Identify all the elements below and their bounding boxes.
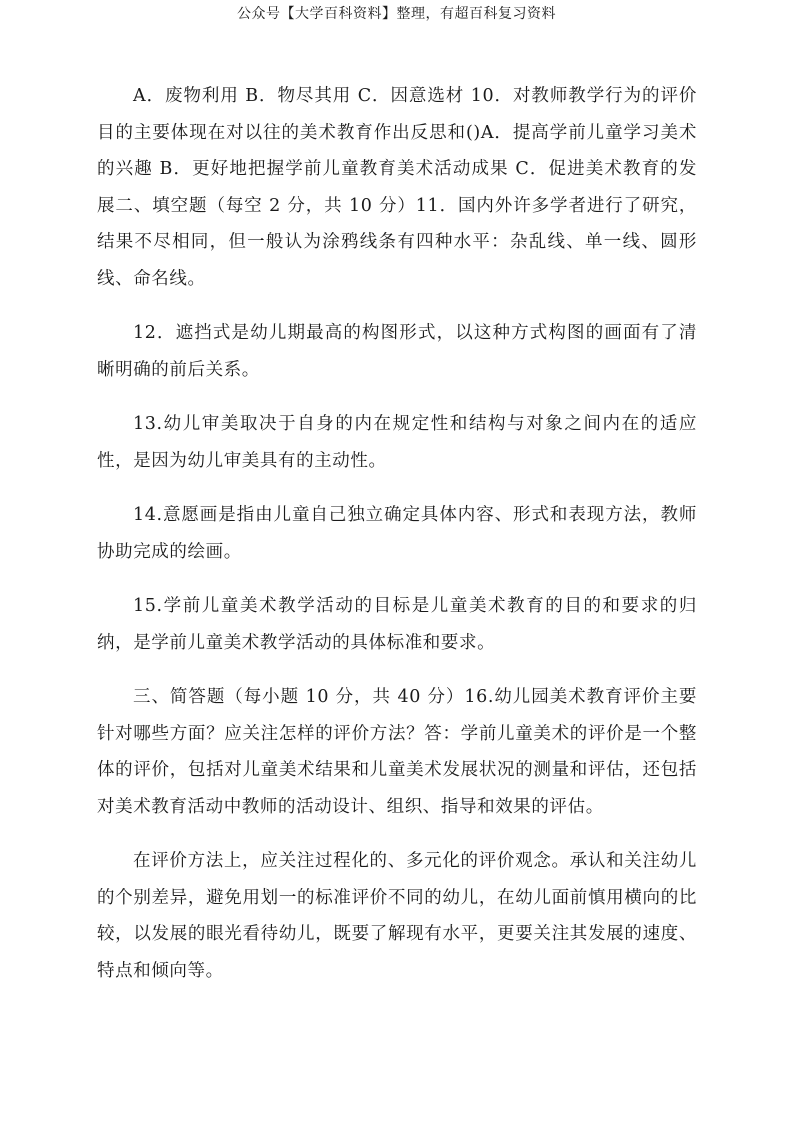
page-header: 公众号【大学百科资料】整理，有超百科复习资料 [237, 6, 556, 22]
paragraph-q15: 15.学前儿童美术教学活动的目标是儿童美术教育的目的和要求的归纳，是学前儿童美术教学活动的具体标准和要求。 [97, 596, 697, 653]
document-body [97, 78, 697, 1007]
paragraph-q14: 14.意愿画是指由儿童自己独立确定具体内容、形式和表现方法，教师协助完成的绘画。 [97, 505, 697, 562]
paragraph-multiple-choice-and-fill-blank: A．废物利用 B．物尽其用 C．因意选材 10．对教师教学行为的评价目的主要体现在对以往的美术教育作出反思和()A．提高学前儿童学习美术的兴趣 B．更好地把握学前儿童教育美术活动成果 C．促进美术教育的发展二、填空题（每空 2 分，共 10 分）11．国内外许多学者进行了研究，结果不尽相同，但一般认为涂鸦线条有四种水平：杂乱线、单一线、圆形线、命名线。 [97, 86, 697, 289]
paragraph-short-answer-q16: 三、简答题（每小题 10 分，共 40 分）16.幼儿园美术教育评价主要针对哪些方面？应关注怎样的评价方法？答：学前儿童美术的评价是一个整体的评价，包括对儿童美术结果和儿童美术发展状况的测量和评估，还包括对美术教育活动中教师的活动设计、组织、指导和效果的评估。 [97, 687, 697, 817]
paragraph-evaluation-method: 在评价方法上，应关注过程化的、多元化的评价观念。承认和关注幼儿的个别差异，避免用划一的标准评价不同的幼儿，在幼儿面前慎用横向的比较，以发展的眼光看待幼儿，既要了解现有水平，更要关注其发展的速度、特点和倾向等。 [97, 851, 697, 981]
paragraph-q13: 13.幼儿审美取决于自身的内在规定性和结构与对象之间内在的适应性，是因为幼儿审美具有的主动性。 [97, 414, 697, 471]
paragraph-q12: 12．遮挡式是幼儿期最高的构图形式，以这种方式构图的画面有了清晰明确的前后关系。 [97, 323, 697, 380]
